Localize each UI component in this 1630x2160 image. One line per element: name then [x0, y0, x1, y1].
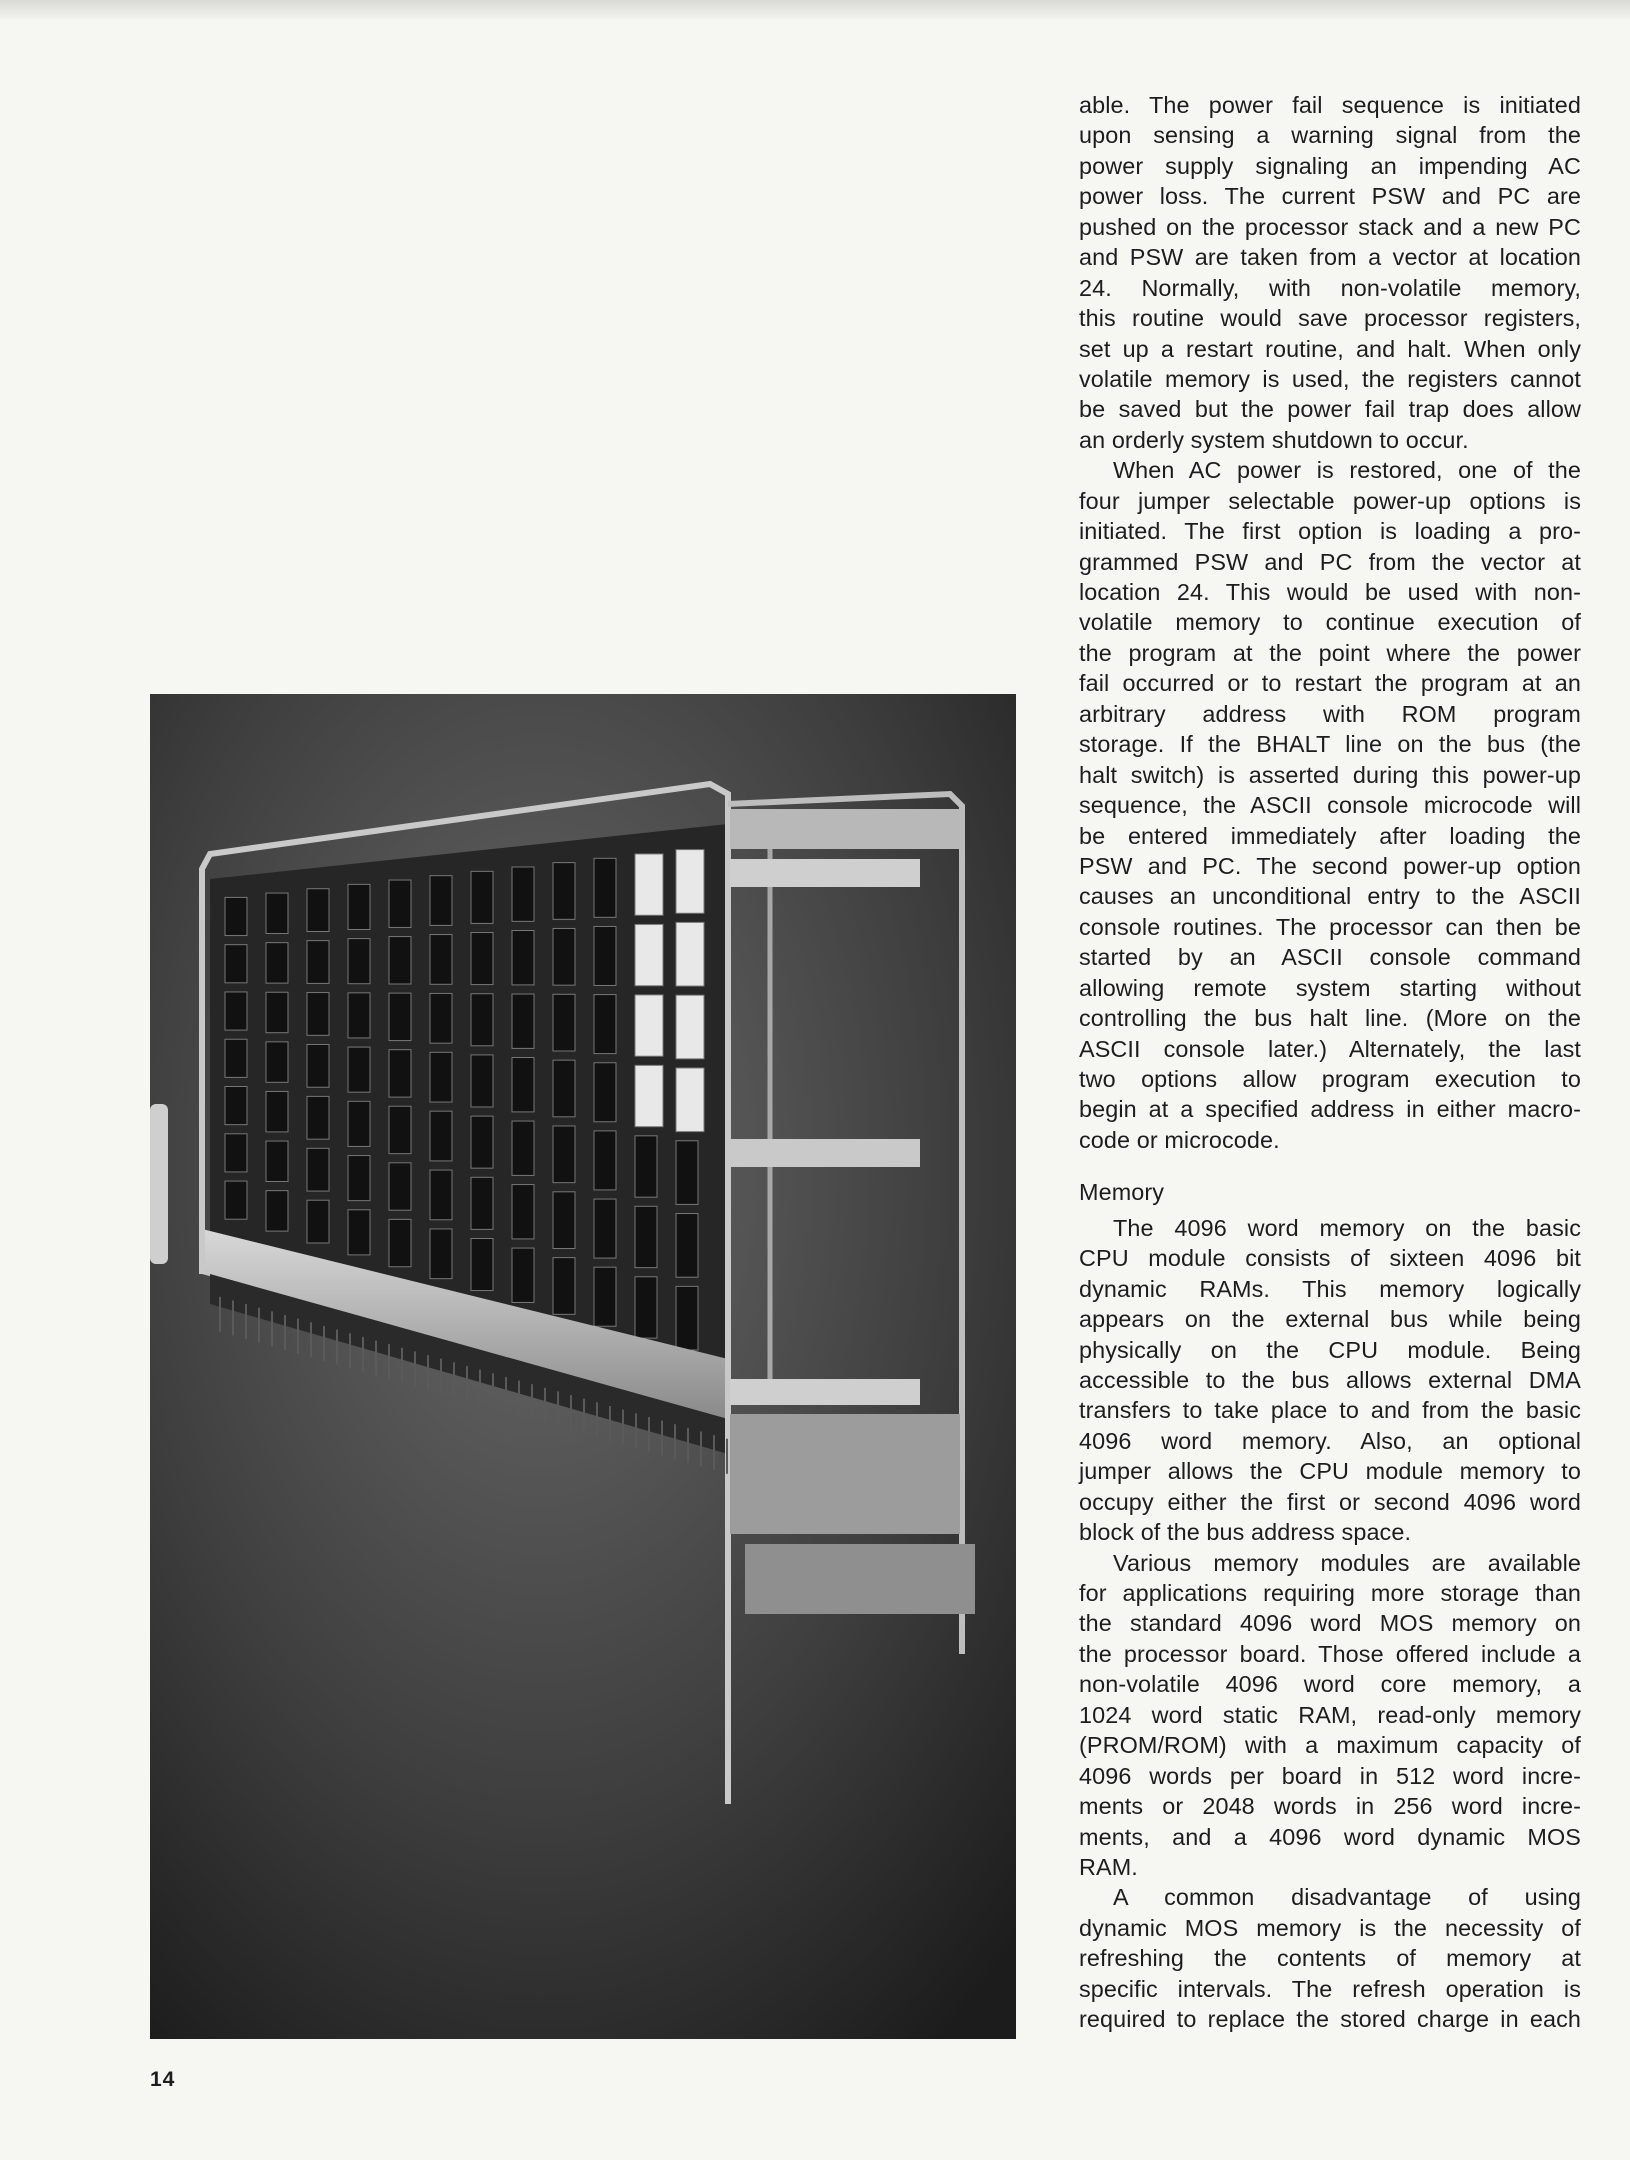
text-line: dynamic MOS memory is the necessity of: [1079, 1914, 1581, 1941]
ic-chip: [430, 876, 452, 926]
text-line: be saved but the power fail trap does allow: [1079, 396, 1581, 423]
ic-chip: [512, 1121, 534, 1175]
body-text-column: [1079, 90, 1581, 2035]
bracket-top-2: [730, 859, 920, 887]
text-line: and PSW are taken from a vector at location: [1079, 244, 1581, 271]
text-line: A common disadvantage of using: [1113, 1884, 1581, 1911]
text-line: physically on the CPU module. Being: [1079, 1336, 1581, 1363]
paragraph: [1079, 1213, 1581, 1548]
memory-chip: [635, 995, 663, 1056]
text-line: begin at a specified address in either macro-: [1079, 1096, 1581, 1123]
ic-chip: [430, 1111, 452, 1161]
text-line: 4096 words per board in 512 word incre-: [1079, 1762, 1581, 1789]
ic-chip: [553, 1126, 575, 1183]
ic-chip: [594, 995, 616, 1054]
text-line: started by an ASCII console command: [1079, 944, 1581, 971]
text-line: (PROM/ROM) with a maximum capacity of: [1079, 1732, 1581, 1759]
ic-chip: [553, 863, 575, 920]
ic-chip: [512, 994, 534, 1048]
ic-chip: [225, 897, 247, 935]
text-line: occupy either the first or second 4096 word: [1079, 1488, 1581, 1515]
ic-chip: [512, 867, 534, 921]
ic-chip: [594, 1063, 616, 1122]
ic-chip: [471, 1238, 493, 1290]
text-line: fail occurred or to restart the program at an: [1079, 670, 1581, 697]
text-line: non-volatile 4096 word core memory, a: [1079, 1671, 1581, 1698]
ic-chip: [389, 1163, 411, 1210]
ic-chip: [676, 1214, 698, 1278]
ic-chip: [594, 926, 616, 985]
text-line: causes an unconditional entry to the ASCII: [1079, 883, 1581, 910]
ic-chip: [225, 945, 247, 983]
ic-chip: [348, 939, 370, 984]
end-plate: [730, 1414, 960, 1534]
text-line: jumper allows the CPU module memory to: [1079, 1458, 1581, 1485]
paragraph: [1079, 90, 1581, 455]
ic-chip: [225, 992, 247, 1030]
text-line: ments, and a 4096 word dynamic MOS: [1079, 1823, 1581, 1850]
ic-chip: [225, 1181, 247, 1219]
text-line: the processor board. Those offered include a: [1079, 1640, 1581, 1667]
ic-chip: [307, 941, 329, 984]
text-line: sequence, the ASCII console microcode will: [1079, 792, 1581, 819]
text-line: CPU module consists of sixteen 4096 bit: [1079, 1245, 1581, 1272]
text-line: grammed PSW and PC from the vector at: [1079, 548, 1581, 575]
text-line: When AC power is restored, one of the: [1113, 457, 1581, 484]
text-line: able. The power fail sequence is initiated: [1079, 92, 1581, 118]
ic-chip: [266, 1042, 288, 1082]
ic-chip: [348, 1156, 370, 1201]
text-line: be entered immediately after loading the: [1079, 822, 1581, 849]
ic-chip: [307, 1096, 329, 1139]
paragraph: [1079, 1882, 1581, 2034]
ic-chip: [676, 1286, 698, 1350]
ic-chip: [594, 1131, 616, 1190]
scan-edge-shadow: [0, 0, 1630, 22]
text-line: block of the bus address space.: [1079, 1519, 1412, 1546]
ic-chip: [348, 1101, 370, 1146]
ic-chip: [512, 931, 534, 985]
text-line: an orderly system shutdown to occur.: [1079, 426, 1469, 453]
paragraph: [1079, 455, 1581, 1155]
text-line: this routine would save processor registers,: [1079, 305, 1581, 332]
text-line: the program at the point where the power: [1079, 639, 1581, 666]
ic-chip: [225, 1039, 247, 1077]
ic-chip: [307, 993, 329, 1036]
text-line: The 4096 word memory on the basic: [1113, 1214, 1581, 1241]
text-line: volatile memory is used, the registers cannot: [1079, 365, 1581, 392]
ic-chip: [553, 1060, 575, 1117]
ic-chip: [307, 1044, 329, 1087]
ic-chip: [471, 933, 493, 985]
text-line: specific intervals. The refresh operation is: [1079, 1975, 1581, 2002]
ic-chip: [225, 1134, 247, 1172]
bracket-top: [730, 809, 960, 849]
ic-chip: [512, 1185, 534, 1239]
bottom-connector: [745, 1544, 975, 1614]
left-edge-object: [150, 1104, 168, 1264]
ic-chip: [635, 1206, 657, 1267]
ic-chip: [471, 871, 493, 923]
ic-chip: [266, 1191, 288, 1231]
ic-chip: [430, 1229, 452, 1279]
text-line: PSW and PC. The second power-up option: [1079, 852, 1581, 879]
ic-chip: [471, 994, 493, 1046]
ic-chip: [389, 1219, 411, 1266]
text-line: allowing remote system starting without: [1079, 974, 1581, 1001]
circuit-board-photo: [150, 694, 1016, 2039]
ic-chip: [512, 1248, 534, 1302]
ic-chip: [348, 1047, 370, 1092]
text-line: 24. Normally, with non-volatile memory,: [1079, 274, 1581, 301]
text-line: arbitrary address with ROM program: [1079, 700, 1581, 727]
ic-chip: [471, 1177, 493, 1229]
ic-chip: [389, 937, 411, 984]
ic-chip: [307, 1200, 329, 1243]
memory-chip: [676, 1068, 704, 1132]
page-number: 14: [150, 2068, 176, 2091]
ic-chip: [307, 889, 329, 932]
ic-chip: [635, 1277, 657, 1338]
ic-chip: [594, 1267, 616, 1326]
text-line: halt switch) is asserted during this power-up: [1079, 761, 1581, 788]
text-line: location 24. This would be used with non-: [1079, 579, 1581, 605]
text-line: power supply signaling an impending AC: [1079, 152, 1581, 179]
bracket-middle: [730, 1139, 920, 1167]
ic-chip: [266, 943, 288, 983]
text-line: upon sensing a warning signal from the: [1079, 122, 1581, 149]
ic-chip: [389, 993, 411, 1040]
ic-chip: [430, 993, 452, 1043]
text-line: set up a restart routine, and halt. When only: [1079, 335, 1581, 362]
ic-chip: [348, 1210, 370, 1255]
memory-chip: [635, 1065, 663, 1126]
ic-chip: [389, 1106, 411, 1153]
text-line: RAM.: [1079, 1853, 1138, 1880]
memory-chip: [635, 854, 663, 915]
ic-chip: [348, 993, 370, 1038]
ic-chip: [471, 1116, 493, 1168]
memory-chip: [676, 995, 704, 1059]
ic-chip: [594, 858, 616, 917]
text-line: dynamic RAMs. This memory logically: [1079, 1275, 1581, 1302]
text-line: for applications requiring more storage than: [1079, 1580, 1581, 1606]
ic-chip: [430, 1052, 452, 1102]
text-line: initiated. The first option is loading a pro-: [1079, 518, 1581, 545]
text-line: four jumper selectable power-up options is: [1079, 487, 1581, 514]
text-line: 1024 word static RAM, read-only memory: [1079, 1701, 1581, 1728]
ic-chip: [389, 880, 411, 927]
text-line: volatile memory to continue execution of: [1079, 609, 1581, 636]
ic-chip: [266, 1141, 288, 1181]
text-line: ments or 2048 words in 256 word incre-: [1079, 1793, 1581, 1820]
ic-chip: [307, 1148, 329, 1191]
section-heading: Memory: [1079, 1179, 1165, 1206]
ic-chip: [389, 1050, 411, 1097]
ic-chip: [553, 1258, 575, 1315]
ic-chip: [512, 1058, 534, 1112]
ic-chip: [225, 1087, 247, 1125]
memory-chip: [676, 922, 704, 986]
memory-chip: [635, 924, 663, 985]
ic-chip: [635, 1136, 657, 1197]
text-line: console routines. The processor can then be: [1079, 913, 1581, 940]
text-line: two options allow program execution to: [1079, 1066, 1581, 1092]
paragraph: [1079, 1548, 1581, 1883]
text-line: accessible to the bus allows external DMA: [1079, 1366, 1581, 1393]
text-line: refreshing the contents of memory at: [1079, 1945, 1581, 1972]
ic-chip: [348, 884, 370, 929]
ic-chip: [471, 1055, 493, 1107]
ic-chip: [676, 1141, 698, 1205]
text-line: Various memory modules are available: [1113, 1549, 1581, 1576]
ic-chip: [553, 994, 575, 1051]
ic-chip: [430, 1170, 452, 1220]
ic-chip: [553, 1192, 575, 1249]
text-line: controlling the bus halt line. (More on the: [1079, 1005, 1581, 1032]
ic-chip: [266, 1091, 288, 1131]
text-line: appears on the external bus while being: [1079, 1306, 1581, 1333]
memory-chip: [676, 850, 704, 914]
text-line: required to replace the stored charge in each: [1079, 2006, 1581, 2033]
text-line: the standard 4096 word MOS memory on: [1079, 1610, 1581, 1637]
ic-chip: [430, 935, 452, 985]
text-line: pushed on the processor stack and a new PC: [1079, 213, 1581, 240]
ic-chip: [594, 1199, 616, 1258]
text-line: storage. If the BHALT line on the bus (the: [1079, 731, 1581, 758]
text-line: transfers to take place to and from the basic: [1079, 1397, 1581, 1424]
ic-chip: [266, 893, 288, 933]
ic-chip: [266, 992, 288, 1032]
bracket-bottom: [730, 1379, 920, 1405]
ic-chip: [553, 928, 575, 985]
text-line: code or microcode.: [1079, 1126, 1280, 1153]
text-line: 4096 word memory. Also, an optional: [1079, 1427, 1581, 1454]
text-line: power loss. The current PSW and PC are: [1079, 183, 1581, 210]
text-line: ASCII console later.) Alternately, the last: [1079, 1035, 1581, 1062]
